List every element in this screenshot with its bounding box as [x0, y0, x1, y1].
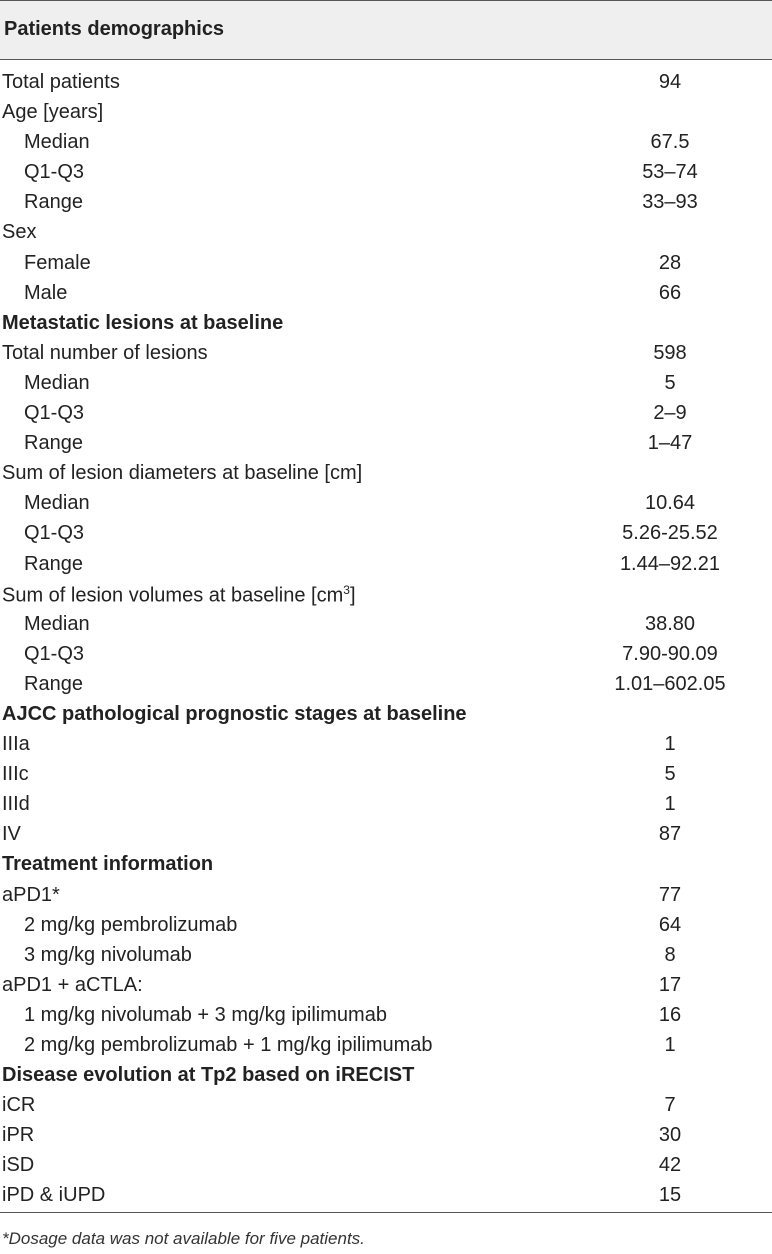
row-label: Total patients — [2, 71, 120, 93]
table-row — [0, 68, 772, 98]
row-label: 2 mg/kg pembrolizumab + 1 mg/kg ipilimumab — [24, 1034, 433, 1056]
table-row — [0, 1181, 772, 1211]
row-label: Range — [24, 432, 83, 455]
row-label: Disease evolution at Tp2 based on iRECIST — [2, 1064, 415, 1087]
table-row — [0, 820, 772, 850]
row-label: iPD & iUPD — [2, 1184, 106, 1207]
superscript: 3 — [343, 582, 350, 597]
row-label: Q1-Q3 — [24, 642, 85, 665]
row-label: iCR — [2, 1094, 36, 1117]
row-value: 30 — [658, 1124, 682, 1147]
row-value: 53–74 — [642, 161, 698, 184]
row-value: 42 — [658, 1154, 682, 1177]
row-value: 7 — [664, 1094, 676, 1117]
table-row — [0, 249, 772, 279]
row-label: AJCC pathological prognostic stages at baseline — [2, 702, 467, 725]
row-value: 66 — [658, 281, 682, 304]
row-value: 33–93 — [642, 191, 698, 214]
row-label: Female — [24, 251, 91, 274]
table-row — [0, 369, 772, 399]
row-value: 77 — [658, 883, 682, 906]
row-label: Age [years] — [2, 101, 104, 124]
table-row — [0, 339, 772, 369]
row-value: 87 — [658, 823, 682, 846]
row-label: Median — [24, 131, 90, 154]
table-row — [0, 459, 772, 489]
row-value: 5.26-25.52 — [622, 522, 718, 545]
table-row — [0, 188, 772, 218]
row-label: IIId — [2, 793, 30, 816]
section-header-row — [0, 1061, 772, 1091]
table-row — [0, 670, 772, 700]
table-row — [0, 730, 772, 760]
row-label: Total number of lesions — [2, 341, 208, 364]
row-label: IV — [2, 823, 21, 846]
row-label: Q1-Q3 — [24, 161, 85, 184]
table-row — [0, 519, 772, 549]
row-label: Sum of lesion volumes at baseline $[cm^3]$ — [2, 582, 356, 607]
section-header-row — [0, 700, 772, 730]
row-label: Metastatic lesions at baseline — [2, 311, 284, 334]
table-body — [0, 68, 772, 1212]
row-value: 38.80 — [644, 612, 696, 635]
table-row — [0, 790, 772, 820]
table-header — [0, 0, 772, 60]
table-row — [0, 580, 772, 610]
table-row — [0, 911, 772, 941]
table-row — [0, 1001, 772, 1031]
row-value: 1–47 — [647, 432, 693, 455]
table-row — [0, 610, 772, 640]
table-row — [0, 128, 772, 158]
row-label: Range — [24, 191, 83, 214]
row-value: 1.44–92.21 — [619, 552, 721, 575]
row-label: Median — [24, 612, 90, 635]
row-label: Sum of lesion diameters at baseline [cm] — [2, 462, 363, 485]
table-row — [0, 1151, 772, 1181]
row-value: 28 — [658, 251, 682, 274]
row-value: 1.01–602.05 — [614, 672, 726, 695]
row-value: 1 — [664, 733, 676, 756]
row-label: Treatment information — [2, 853, 214, 876]
row-value: 5 — [664, 763, 676, 786]
row-label: 2 mg/kg pembrolizumab — [24, 913, 238, 936]
table-row — [0, 158, 772, 188]
table-row — [0, 429, 772, 459]
section-header-row — [0, 850, 772, 880]
table-row — [0, 1121, 772, 1151]
row-label: iSD — [2, 1154, 35, 1177]
row-value: 94 — [658, 71, 682, 93]
table-row — [0, 98, 772, 128]
row-label: 1 mg/kg nivolumab + 3 mg/kg ipilimumab — [24, 1003, 387, 1026]
table-row — [0, 640, 772, 670]
row-label: aPD1 + aCTLA: — [2, 973, 143, 996]
row-label: Median — [24, 371, 90, 394]
bottom-rule — [0, 1212, 772, 1213]
table-row — [0, 218, 772, 248]
row-value: 15 — [658, 1184, 682, 1207]
row-value: 16 — [658, 1003, 682, 1026]
table-title: Patients demographics — [4, 18, 225, 40]
row-value: 598 — [653, 341, 687, 364]
row-value: 1 — [664, 793, 676, 816]
row-label: Q1-Q3 — [24, 402, 85, 425]
table-row — [0, 399, 772, 429]
row-value: 2–9 — [653, 402, 687, 425]
row-value: 8 — [664, 943, 676, 966]
row-label: IIIa — [2, 733, 30, 756]
row-label: Q1-Q3 — [24, 522, 85, 545]
table-row — [0, 1031, 772, 1061]
row-label: aPD1* — [2, 883, 60, 906]
row-value: 5 — [664, 371, 676, 394]
table-row — [0, 881, 772, 911]
row-value: 10.64 — [644, 492, 696, 515]
row-label: Range — [24, 552, 83, 575]
row-label: IIIc — [2, 763, 29, 786]
table-row — [0, 550, 772, 580]
table-row — [0, 489, 772, 519]
table-row — [0, 971, 772, 1001]
row-value: 7.90-90.09 — [622, 642, 718, 665]
footnote: *Dosage data was not available for five patients. — [2, 1229, 365, 1248]
table-row — [0, 760, 772, 790]
table-row — [0, 279, 772, 309]
table-row — [0, 941, 772, 971]
section-header-row — [0, 309, 772, 339]
row-value: 67.5 — [650, 131, 690, 154]
table-row — [0, 1091, 772, 1121]
row-label: Male — [24, 281, 68, 304]
row-value: 64 — [658, 913, 682, 936]
row-label: Sex — [2, 221, 37, 244]
row-label: iPR — [2, 1124, 35, 1147]
row-label: 3 mg/kg nivolumab — [24, 943, 192, 966]
row-value: 17 — [658, 973, 682, 996]
row-value: 1 — [664, 1034, 676, 1056]
row-label: Median — [24, 492, 90, 515]
row-label: Range — [24, 672, 83, 695]
